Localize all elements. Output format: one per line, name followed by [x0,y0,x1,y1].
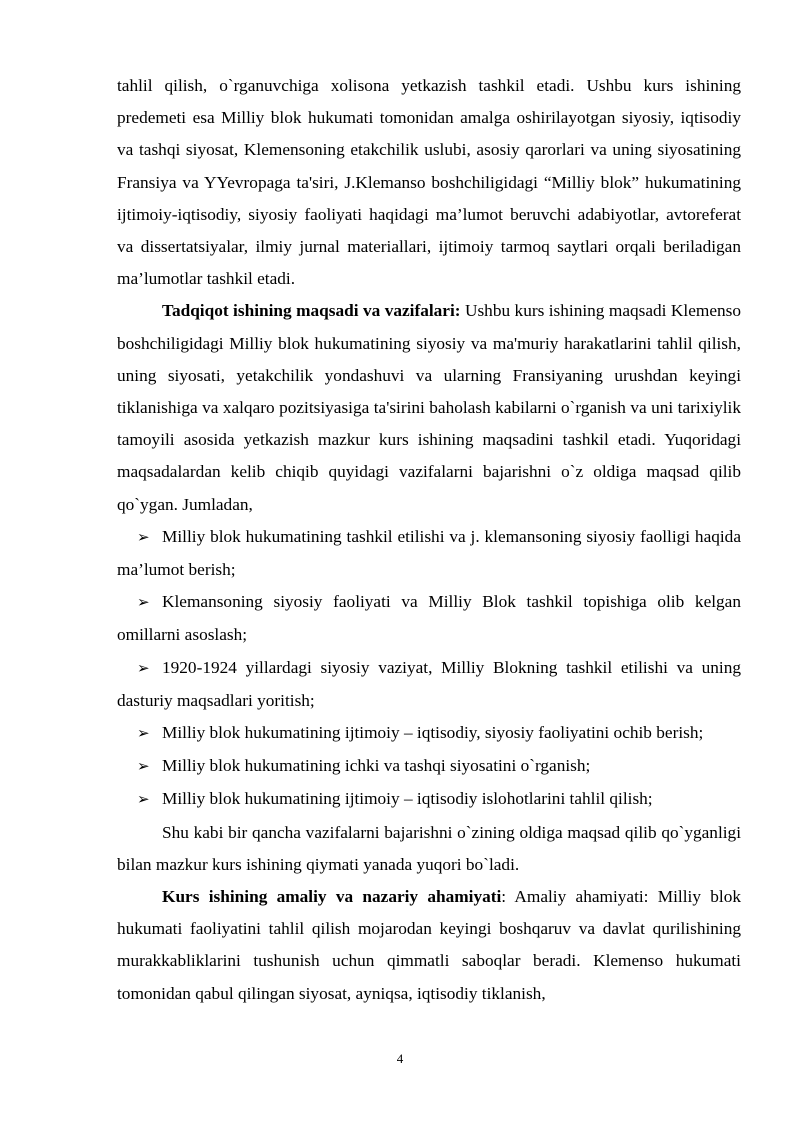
paragraph-subject: tahlil qilish, o`rganuvchiga xolisona yetkazish tashkil etadi. Ushbu kurs ishining predemeti esa Milliy blok hukumati tomonidan amalga oshirilayotgan siyosiy, iqtisodiy va tashqi siyosat, Klemensoning etakchilik uslubi, asosiy qarorlari va uning siyosatining Fransiya va YYevropaga ta'siri, J.Klemanso boshchiligidagi “Milliy blok” hukumatining ijtimoiy-iqtisodiy, siyosiy faoliyati haqidagi ma’lumot beruvchi adabiyotlar, avtoreferat va dissertatsiyalar, ilmiy jurnal materiallari, ijtimoiy tarmoq saytlari orqali beriladigan ma’lumotlar tashkil etadi. [117,76,741,289]
page-number: 4 [396,1051,404,1066]
list-item [117,521,741,586]
list-item [117,717,741,750]
arrowhead-bullet-icon: ➢ [137,759,150,776]
list-item-text: Milliy blok hukumatining ijtimoiy – iqtisodiy islohotlarini tahlil qilish; [162,789,653,809]
significance-body: : Amaliy ahamiyati: Milliy blok hukumati faoliyatini tahlil qilish mojarodan keyingi boshqaruv va davlat qurilishining murakkabliklarini tushunish uchun qimmatli saboqlar beradi. Klemenso hukumati tomonidan qabul qilingan siyosat, ayniqsa, iqtisodiy tiklanish, [117,887,741,1003]
heading-goals: Tadqiqot ishining maqsadi va vazifalari: [162,301,461,321]
list-item [117,652,741,717]
paragraph-significance [117,881,741,1010]
heading-significance: Kurs ishining amaliy va nazariy ahamiyati [162,887,502,907]
body-text [117,70,741,1010]
list-item [117,750,741,783]
list-item-text: Milliy blok hukumatining ijtimoiy – iqtisodiy, siyosiy faoliyatini ochib berish; [162,723,704,743]
arrowhead-bullet-icon: ➢ [137,595,150,612]
list-item-text: Milliy blok hukumatining ichki va tashqi siyosatini o`rganish; [162,756,591,776]
list-item-text: Milliy blok hukumatining tashkil etilishi va j. klemansoning siyosiy faolligi haqida ma’lumot berish; [117,526,741,580]
list-item [117,586,741,651]
list-item-text: Klemansoning siyosiy faoliyati va Milliy Blok tashkil topishiga olib kelgan omillarni asoslash; [117,592,741,645]
arrowhead-bullet-icon: ➢ [137,529,150,546]
list-item-text: 1920-1924 yillardagi siyosiy vaziyat, Milliy Blokning tashkil etilishi va uning dasturiy maqsadlari yoritish; [117,657,741,710]
paragraph-goals [117,295,741,520]
arrowhead-bullet-icon: ➢ [137,726,150,743]
goals-body: Ushbu kurs ishining maqsadi Klemenso boshchiligidagi Milliy blok hukumatining siyosiy va ma'muriy harakatlarini tahlil qilish, uning siyosati, yetakchilik yondashuvi va ularning Fransiyaning urushdan keyingi tiklanishiga va xalqaro pozitsiyasiga ta'sirini baholash kabilarni o`rganish va uni tarixiylik tamoyili asosida yetkazish mazkur kurs ishining maqsadini tashkil etadi. Yuqoridagi maqsadalardan kelib chiqib quyidagi vazifalarni bajarishni o`z oldiga maqsad qilib qo`ygan. Jumladan, [117,301,741,514]
arrowhead-bullet-icon: ➢ [137,660,150,677]
task-list [117,521,741,817]
arrowhead-bullet-icon: ➢ [137,792,150,809]
list-item [117,783,741,816]
paragraph-summary: Shu kabi bir qancha vazifalarni bajarishni o`zining oldiga maqsad qilib qo`yganligi bilan mazkur kurs ishining qiymati yanada yuqori bo`ladi. [117,822,741,874]
